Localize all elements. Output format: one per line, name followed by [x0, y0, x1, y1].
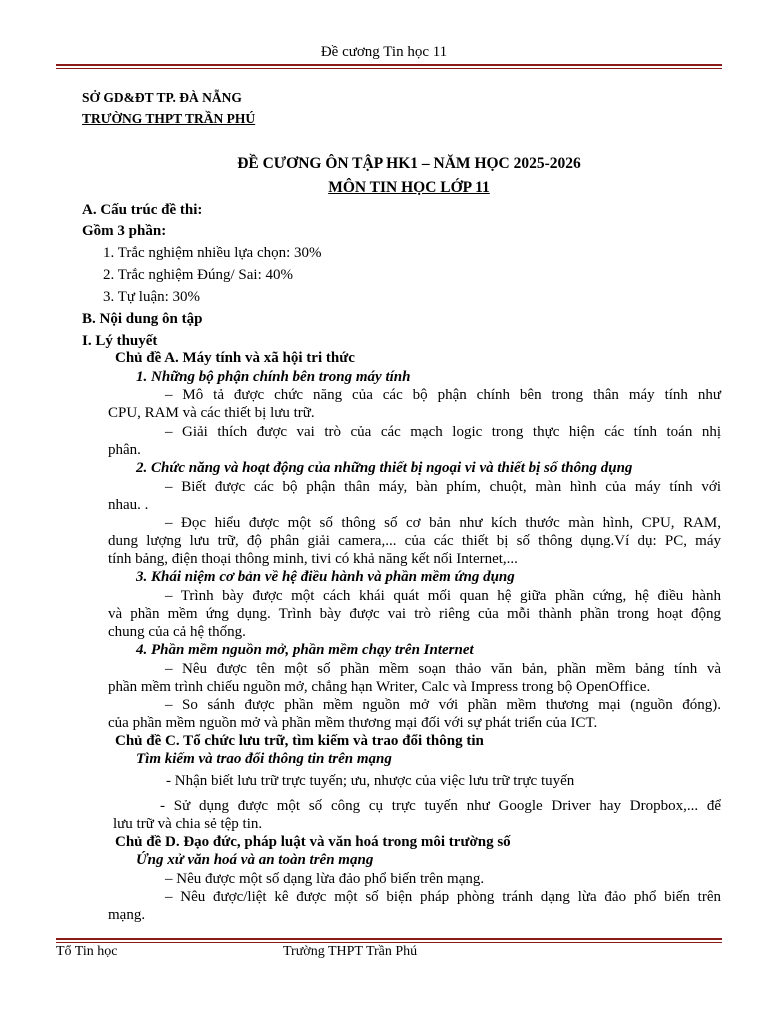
body-line: chung của cả hệ thống. — [108, 624, 246, 640]
body-line: phần mềm trình chiếu nguồn mở, chẳng hạn Writer, Calc và Impress trong bộ OpenOffice. — [108, 679, 651, 695]
document-title: ĐỀ CƯƠNG ÔN TẬP HK1 – NĂM HỌC 2025-2026 — [237, 155, 581, 172]
structure-item: 1. Trắc nghiệm nhiều lựa chọn: 30% — [103, 245, 322, 261]
body-line: – Nêu được một số dạng lừa đảo phổ biến trên mạng. — [165, 871, 485, 887]
structure-item: 3. Tự luận: 30% — [103, 289, 201, 305]
body-line: – Trình bày được một cách khái quát mối quan hệ giữa phần cứng, hệ điều hành — [165, 588, 721, 604]
body-line: – Mô tả được chức năng của các bộ phận chính bên trong thân máy tính như — [165, 387, 721, 403]
section-a-heading: A. Cấu trúc đề thi: — [82, 202, 203, 218]
footer-rule-thick — [56, 938, 722, 940]
topic-d-title: Chủ đề D. Đạo đức, pháp luật và văn hoá trong môi trường số — [115, 834, 511, 850]
topic-a-section-2: 2. Chức năng và hoạt động của những thiết bị ngoại vi và thiết bị số thông dụng — [136, 460, 633, 476]
body-line: của phần mềm nguồn mở và phần mềm thương mại đối với sự phát triển của ICT. — [108, 715, 598, 731]
body-line: - Nhận biết lưu trữ trực tuyến; ưu, nhược của việc lưu trữ trực tuyến — [166, 773, 575, 789]
body-line: – Giải thích được vai trò của các mạch logic trong thực hiện các tính toán nhị — [165, 424, 721, 440]
body-line: mạng. — [108, 907, 146, 923]
body-line: và phần mềm ứng dụng. Trình bày được vai trò riêng của mỗi thành phần trong hoạt động — [108, 606, 721, 622]
header-rule-thin — [56, 68, 722, 69]
footer-left: Tổ Tin học — [56, 944, 118, 959]
body-line: tính bảng, điện thoại thông minh, tivi có khả năng kết nối Internet,... — [108, 551, 518, 567]
topic-a-section-1: 1. Những bộ phận chính bên trong máy tính — [136, 369, 411, 385]
body-line: – Biết được các bộ phận thân máy, bàn phím, chuột, màn hình của máy tính với — [165, 479, 721, 495]
footer-rule-thin — [56, 942, 722, 943]
body-line: – So sánh được phần mềm nguồn mở với phần mềm thương mại (nguồn đóng). — [165, 697, 721, 713]
footer-center: Trường THPT Trần Phú — [283, 944, 418, 959]
department-name: SỞ GD&ĐT TP. ĐÀ NẴNG — [82, 90, 242, 105]
body-line: lưu trữ và chia sẻ tệp tin. — [113, 816, 263, 832]
school-name: TRƯỜNG THPT TRẦN PHÚ — [82, 111, 256, 126]
section-a-sub: Gồm 3 phần: — [82, 223, 167, 239]
body-line: phân. — [108, 442, 141, 458]
part-1-heading: I. Lý thuyết — [82, 333, 158, 349]
body-line: – Đọc hiểu được một số thông số cơ bản như kích thước màn hình, CPU, RAM, — [165, 515, 721, 531]
topic-c-title: Chủ đề C. Tổ chức lưu trữ, tìm kiếm và trao đổi thông tin — [115, 733, 484, 749]
body-line: - Sử dụng được một số công cụ trực tuyến như Google Driver hay Dropbox,... để — [160, 798, 721, 814]
body-line: CPU, RAM và các thiết bị lưu trữ. — [108, 405, 315, 421]
topic-c-subtitle: Tìm kiếm và trao đổi thông tin trên mạng — [136, 751, 392, 767]
header-rule-thick — [56, 64, 722, 66]
body-line: – Nêu được tên một số phần mềm soạn thảo văn bản, phần mềm bảng tính và — [165, 661, 721, 677]
topic-a-title: Chủ đề A. Máy tính và xã hội tri thức — [115, 350, 355, 366]
page-header-title: Đề cương Tin học 11 — [320, 44, 448, 60]
topic-d-subtitle: Ứng xử văn hoá và an toàn trên mạng — [136, 852, 374, 868]
body-line: dung lượng lưu trữ, độ phân giải camera,... của các thiết bị số thông dụng.Ví dụ: PC, máy — [108, 533, 721, 549]
body-line: nhau. . — [108, 497, 149, 513]
section-b-heading: B. Nội dung ôn tập — [82, 311, 203, 327]
body-line: – Nêu được/liệt kê được một số biện pháp phòng tránh dạng lừa đảo phổ biến trên — [165, 889, 721, 905]
topic-a-section-3: 3. Khái niệm cơ bản về hệ điều hành và phần mềm ứng dụng — [136, 569, 515, 585]
document-subtitle: MÔN TIN HỌC LỚP 11 — [328, 179, 490, 196]
topic-a-section-4: 4. Phần mềm nguồn mở, phần mềm chạy trên Internet — [136, 642, 474, 658]
structure-item: 2. Trắc nghiệm Đúng/ Sai: 40% — [103, 267, 293, 283]
